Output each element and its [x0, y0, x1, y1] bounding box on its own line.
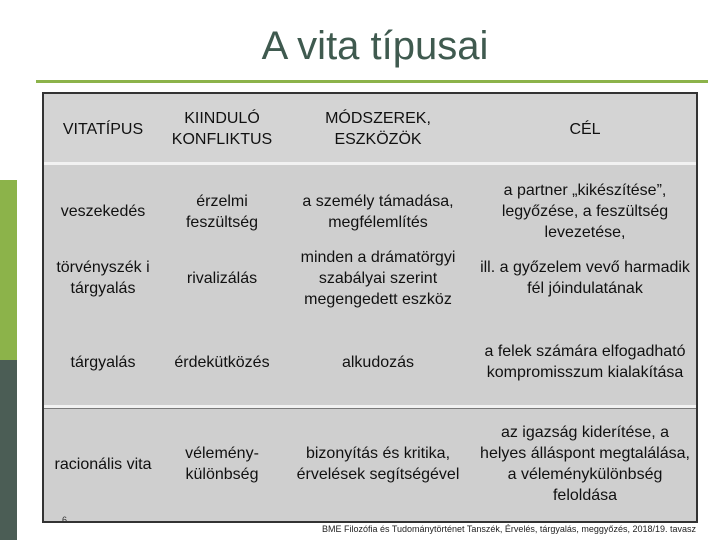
table-cell: tárgyalás	[70, 353, 136, 371]
table-cell: alkudozás	[341, 353, 415, 371]
table-cell	[44, 259, 162, 317]
table-cell	[282, 248, 474, 317]
header-cell: CÉL	[569, 120, 601, 138]
table-header-row	[44, 94, 696, 164]
table-cell	[162, 259, 282, 317]
sidebar-green-block	[0, 180, 17, 360]
header-cell: KIINDULÓ KONFLIKTUS	[171, 110, 273, 148]
row-separator	[44, 408, 696, 409]
table-cell: érdekütközés	[174, 353, 270, 371]
header-cell: MÓDSZEREK, ESZKÖZÖK	[325, 110, 431, 148]
table-row	[44, 407, 696, 521]
cell-text: rivalizálás	[186, 269, 258, 287]
table-row	[44, 248, 696, 317]
table-row	[44, 164, 696, 259]
table-cell	[474, 259, 696, 317]
slide-footer: BME Filozófia és Tudománytörténet Tanszék, Érvelés, tárgyalás, meggyőzés, 2018/19. tavasz	[321, 524, 696, 534]
row-separator	[44, 162, 696, 165]
table-cell: a partner „kikészítése”, legyőzése, a feszültség levezetése,	[501, 182, 669, 241]
table-row	[44, 317, 696, 407]
sidebar-top-block	[0, 0, 17, 180]
table-cell: bizonyítás és kritika, érvelések segítségével	[296, 445, 460, 483]
page-number: 6	[62, 515, 68, 525]
table-cell: az igazság kiderítése, a helyes álláspont megtalálása, a véleménykülönbség feloldása	[480, 424, 690, 504]
cell-text: minden a drámatörgyi szabályai szerint megengedett eszköz	[300, 248, 456, 308]
title-underline	[36, 80, 708, 83]
table-cell: racionális vita	[54, 455, 152, 473]
table-cell: a személy támadása, megfélemlítés	[302, 192, 454, 231]
debate-types-table	[42, 92, 698, 523]
slide-title: A vita típusai	[261, 24, 489, 68]
cell-text: törvényszék i tárgyalás	[56, 259, 150, 297]
header-cell: VITATÍPUS	[62, 120, 144, 138]
table-cell: érzelmi feszültség	[185, 192, 259, 231]
table-cell: veszekedés	[60, 203, 146, 220]
table-cell: a felek számára elfogadható kompromisszum kialakítása	[484, 343, 686, 381]
table-cell: vélemény-különbség	[185, 445, 259, 483]
cell-text: ill. a győzelem vevő harmadik fél jóindulatának	[480, 259, 690, 297]
sidebar-dark-block	[0, 360, 17, 540]
